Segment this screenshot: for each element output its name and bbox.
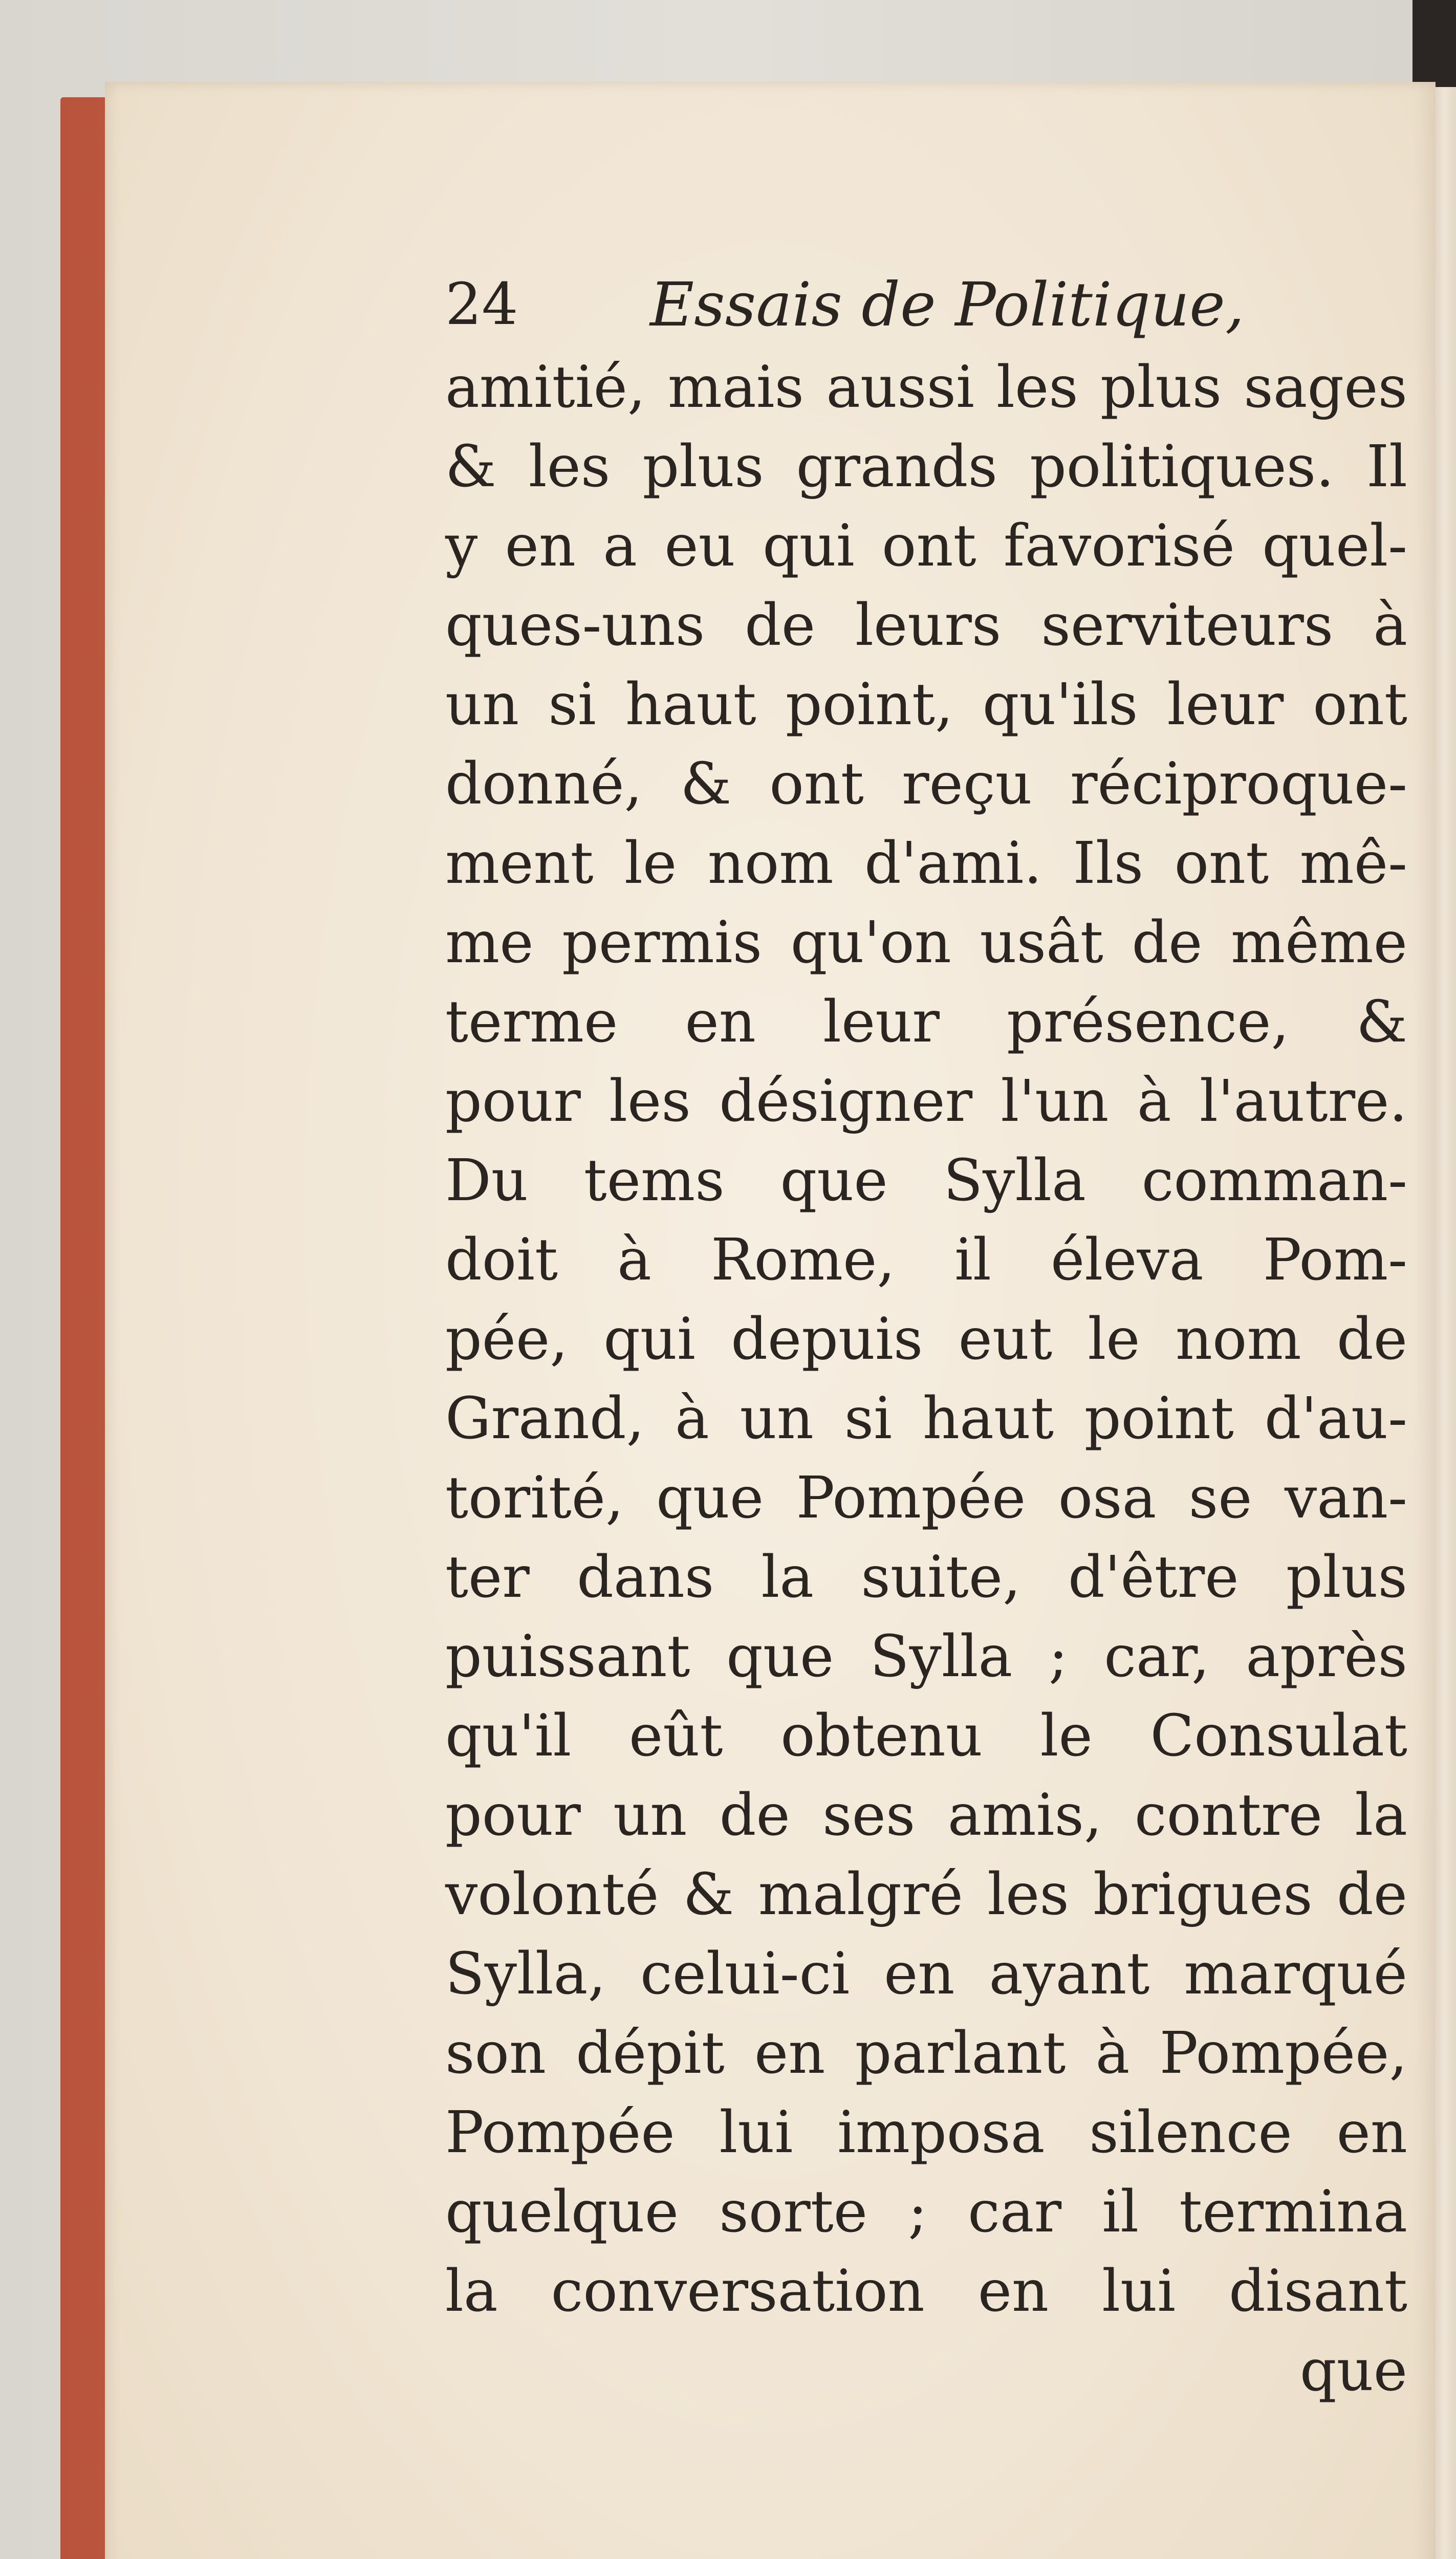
body-text — [445, 348, 1407, 2411]
text-line: pour un de ses amis, contre la — [445, 1782, 1407, 1849]
text-line: pée, qui depuis eut le nom de — [445, 1306, 1407, 1373]
text-line: son dépit en parlant à Pompée, — [445, 2020, 1407, 2087]
text-line: qu'il eût obtenu le Consulat — [445, 1703, 1407, 1769]
page-number: 24 — [445, 271, 518, 338]
text-line: quelque sorte ; car il termina — [445, 2179, 1407, 2245]
text-line: terme en leur présence, & — [445, 989, 1407, 1055]
text-line: Du tems que Sylla comman- — [445, 1147, 1407, 1214]
text-line: & les plus grands politiques. Il — [445, 433, 1407, 500]
text-line: torité, que Pompée osa se van- — [445, 1465, 1407, 1531]
text-line: ques-uns de leurs serviteurs à — [445, 592, 1407, 659]
text-line: Pompée lui imposa silence en — [445, 2099, 1407, 2166]
text-line: un si haut point, qu'ils leur ont — [445, 671, 1407, 738]
text-line: y en a eu qui ont favorisé quel- — [445, 513, 1407, 579]
text-line: me permis qu'on usât de même — [445, 909, 1407, 976]
text-line: Grand, à un si haut point d'au- — [445, 1385, 1407, 1452]
text-line: la conversation en lui disant — [445, 2258, 1407, 2325]
text-line: Sylla, celui-ci en ayant marqué — [445, 1941, 1407, 2007]
catchword: que — [1299, 2337, 1407, 2404]
text-line: volonté & malgré les brigues de — [445, 1861, 1407, 1928]
text-line: donné, & ont reçu réciproque- — [445, 751, 1407, 817]
text-line: doit à Rome, il éleva Pom- — [445, 1227, 1407, 1293]
text-line: amitié, mais aussi les plus sages — [445, 354, 1407, 421]
text-line: ter dans la suite, d'être plus — [445, 1544, 1407, 1611]
text-line: ment le nom d'ami. Ils ont mê- — [445, 830, 1407, 897]
running-head — [445, 266, 1315, 343]
text-line: pour les désigner l'un à l'autre. — [445, 1068, 1407, 1135]
text-line: puissant que Sylla ; car, après — [445, 1623, 1407, 1690]
running-title: Essais de Politique, — [650, 269, 1245, 340]
